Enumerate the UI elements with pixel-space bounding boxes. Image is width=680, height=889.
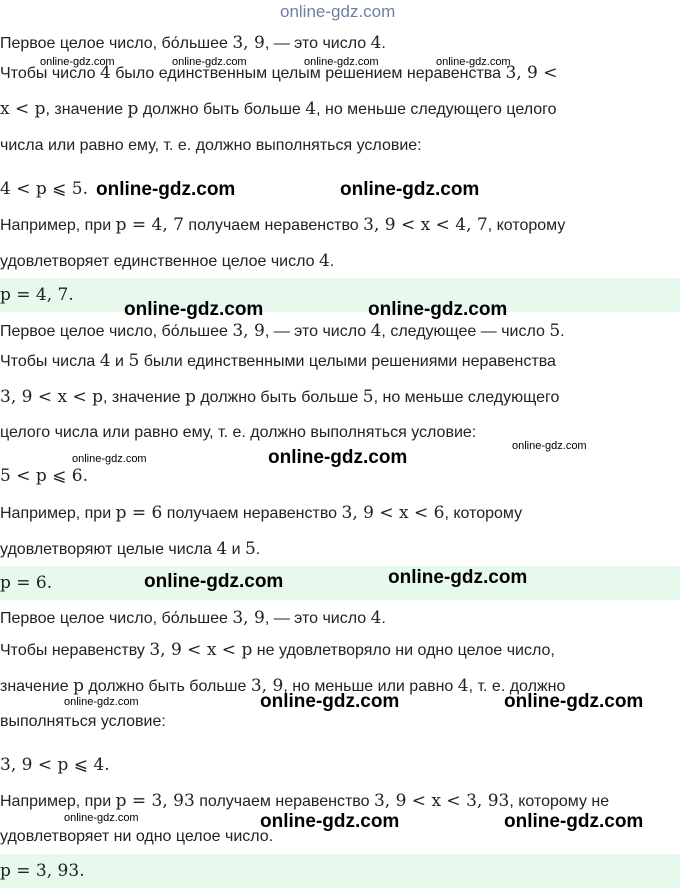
text: . [255,541,261,558]
b1-example2 [0,250,334,273]
site-header[interactable]: online-gdz.com [280,2,396,21]
text: Чтобы число [0,65,100,82]
watermark: online-gdz.com [64,812,139,824]
math: 4 [370,608,382,628]
math: x < p [0,99,46,119]
b1-example [0,214,565,237]
b2-example2 [0,538,260,561]
math: 4 [370,33,382,53]
math: 3, 9 < x < p [0,387,104,407]
math: 5 [362,387,374,407]
math: p [184,387,196,407]
b2-line3 [0,386,559,409]
text: , значение [45,101,128,118]
math: 3, 9 [232,33,265,53]
math: 5 [549,321,561,341]
watermark: online-gdz.com [368,299,508,320]
text: . [560,323,565,340]
math: 3, 9 [250,676,284,696]
text: , значение [103,389,185,406]
math: 3, 9 < x < 3, 93 [373,791,510,811]
watermark: online-gdz.com [144,571,284,592]
b1-condition: 4 < p ⩽ 5. [0,179,89,199]
b3-example [0,790,609,813]
math: 3, 9 < x < 4, 7 [363,215,488,235]
watermark: online-gdz.com [388,567,528,588]
math: p = 3, 93 [115,791,195,811]
text: . [381,35,386,52]
watermark: online-gdz.com [436,56,511,68]
math: 4 [216,539,228,559]
text: Первое целое число, бо́льшее [0,323,233,340]
b1-line4: числа или равно ему, т. е. должно выполняться условие: [0,137,422,154]
math: 4 [305,99,317,119]
text: значение [0,678,74,695]
math: 4 [99,351,111,371]
text: Первое целое число, бо́льшее [0,610,233,627]
text: удовлетворяют целые числа [0,541,217,558]
b1-answer: p = 4, 7. [0,285,74,305]
math: 4 [457,676,469,696]
text: не удовлетворяло ни одно целое число, [252,642,555,659]
math: 5 [128,351,140,371]
math: 4 [99,63,111,83]
b1-line3 [0,98,557,121]
math: p = 6 [115,503,163,523]
text: получаем неравенство [194,793,374,810]
b2-line4: целого числа или равно ему, т. е. должно выполняться условие: [0,424,477,441]
b3-line1 [0,607,386,630]
math: 3, 9 [232,321,265,341]
text: получаем неравенство [162,505,342,522]
text: , но меньше или равно [283,678,458,695]
math: 3, 9 [232,608,265,628]
watermark: online-gdz.com [340,179,480,200]
text: , но меньше следующего целого [316,101,557,118]
math: 3, 9 < x < p [149,640,253,660]
b2-answer-box [0,566,680,600]
watermark: online-gdz.com [64,696,139,708]
text: должно быть больше [83,678,251,695]
math: 4 [370,321,382,341]
text: Например, при [0,505,116,522]
b1-answer-box [0,278,680,312]
watermark: online-gdz.com [504,691,644,712]
text: было единственным целым решением неравенства [110,65,506,82]
text: , которому [487,217,566,234]
math: p [127,99,139,119]
text: должно быть больше [195,389,363,406]
text: Чтобы числа [0,353,100,370]
watermark: online-gdz.com [40,56,115,68]
text: удовлетворяет единственное целое число [0,253,319,270]
watermark: online-gdz.com [96,179,236,200]
math: 3, 9 < x < 6 [341,503,445,523]
math: 3, 9 < [505,63,558,83]
text: , — это число [264,35,371,52]
b2-condition: 5 < p ⩽ 6. [0,466,89,486]
text: , — это число [264,610,371,627]
text: , т. е. должно [468,678,566,695]
text: . [329,253,335,270]
text: Первое целое число, бо́льшее [0,35,233,52]
watermark: online-gdz.com [72,453,147,465]
text: были единственными целыми решениями неравенства [139,353,556,370]
watermark: online-gdz.com [512,440,587,452]
b2-answer: p = 6. [0,573,53,593]
text: должно быть больше [138,101,306,118]
text: , — это число [264,323,371,340]
math: 4 [318,251,330,271]
math: p = 4, 7 [115,215,184,235]
b3-line4: выполняться условие: [0,713,166,730]
watermark: online-gdz.com [304,56,379,68]
text: , которому [444,505,523,522]
text: Чтобы неравенству [0,642,150,659]
b3-answer: p = 3, 93. [0,861,85,881]
text: Например, при [0,793,116,810]
watermark: online-gdz.com [124,299,264,320]
text: , но меньше следующего [373,389,560,406]
watermark: online-gdz.com [172,56,247,68]
b2-line2 [0,350,556,373]
text: . [381,610,386,627]
b2-line1 [0,320,565,343]
math: 5 [245,539,256,559]
text: Например, при [0,217,116,234]
b3-line2 [0,639,555,662]
b2-example [0,502,522,525]
b1-line1 [0,32,386,55]
b3-answer-box [0,854,680,888]
text: и [227,541,246,558]
text: , следующее — число [381,323,550,340]
text: получаем неравенство [183,217,364,234]
math: p [73,676,84,696]
watermark: online-gdz.com [260,811,400,832]
watermark: online-gdz.com [260,691,400,712]
watermark: online-gdz.com [268,447,408,468]
text: , которому не [509,793,610,810]
watermark: online-gdz.com [504,811,644,832]
text: и [110,353,129,370]
b3-condition: 3, 9 < p ⩽ 4. [0,755,110,775]
b3-example2: удовлетворяет ни одно целое число. [0,828,274,845]
